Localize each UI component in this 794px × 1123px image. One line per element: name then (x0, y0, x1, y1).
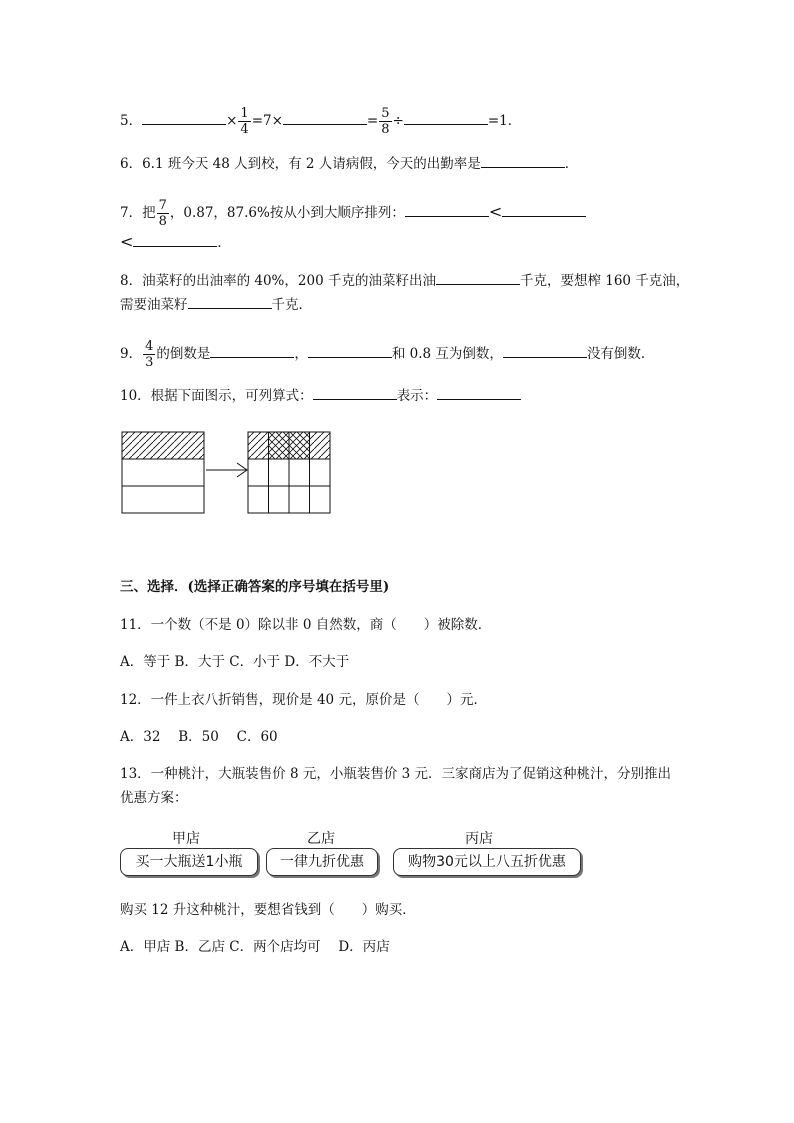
question-8: 8．油菜籽的出油率的 40%，200 千克的油菜籽出油 千克，要想榨 160 千克油， (120, 270, 689, 291)
answer-blank[interactable] (313, 385, 397, 400)
answer-blank[interactable] (436, 270, 520, 285)
shop-name-yi: 乙店 (307, 831, 335, 847)
question-12: 12．一件上衣八折销售，现价是 40 元，原价是（ ）元． (120, 692, 487, 708)
question-11-options: A．等于 B．大于 C．小于 D．不大于 (120, 654, 350, 670)
question-12-options: A．32 B．50 C．60 (120, 729, 278, 745)
question-7-continued: < ． (120, 232, 231, 251)
arrow-icon (206, 463, 247, 477)
whole-rectangle (122, 432, 204, 513)
answer-blank[interactable] (481, 153, 565, 168)
fraction-five-eighths: $\frac{5}{8}$ (381, 106, 390, 137)
answer-blank[interactable] (188, 294, 272, 309)
shop-offer-bing: 购物30元以上八五折优惠 (393, 848, 581, 876)
shop-offer-jia: 买一大瓶送1小瓶 (120, 848, 258, 876)
question-13-prompt: 购买 12 升这种桃汁，要想省钱到（ ）购买． (120, 902, 416, 918)
question-9: 9． $\frac{4}{3}$ 的倒数是 ， 和 0.8 互为倒数， 没有倒数． (120, 339, 655, 370)
question-13-options: A．甲店 B．乙店 C．两个店均可 D．丙店 (120, 939, 390, 955)
question-5: 5． × $\frac{1}{4}$ =7× = $\frac{5}{8}$ ÷ =1． (120, 106, 522, 137)
shop-name-bing: 丙店 (465, 831, 493, 847)
answer-blank[interactable] (437, 385, 521, 400)
answer-blank[interactable] (503, 343, 587, 358)
section-title: 三、选择．(选择正确答案的序号填在括号里) (120, 579, 390, 595)
fraction-four-thirds: $\frac{4}{3}$ (145, 339, 154, 370)
answer-blank[interactable] (283, 110, 367, 125)
question-10: 10．根据下面图示，可列算式： 表示： (120, 385, 521, 406)
answer-blank[interactable] (404, 110, 488, 125)
answer-blank[interactable] (502, 202, 586, 217)
question-6: 6．6.1 班今天 48 人到校，有 2 人请病假，今天的出勤率是 ． (120, 153, 578, 174)
answer-blank[interactable] (405, 202, 489, 217)
shaded-third (122, 432, 204, 459)
fraction-diagram (118, 428, 338, 520)
question-8-continued: 需要油菜籽 千克． (120, 294, 312, 315)
divided-rectangle (248, 432, 330, 513)
answer-blank[interactable] (142, 110, 226, 125)
question-number: 5． (120, 113, 143, 129)
answer-blank[interactable] (133, 232, 217, 247)
answer-blank[interactable] (210, 343, 294, 358)
fraction-seven-eighths: $\frac{7}{8}$ (158, 198, 167, 229)
shop-name-jia: 甲店 (172, 831, 200, 847)
fraction-one-quarter: $\frac{1}{4}$ (240, 106, 249, 137)
question-7: 7．把 $\frac{7}{8}$ ，0.87，87.6%按从小到大顺序排列： < (120, 198, 586, 229)
question-11: 11．一个数（不是 0）除以非 0 自然数，商（ ）被除数． (120, 617, 492, 633)
answer-blank[interactable] (308, 343, 392, 358)
question-13: 13．一种桃汁，大瓶装售价 8 元，小瓶装售价 3 元．三家商店为了促销这种桃汁，分别推出 (120, 766, 672, 782)
shop-offer-yi: 一律九折优惠 (266, 848, 378, 876)
question-13-continued: 优惠方案： (120, 790, 188, 806)
